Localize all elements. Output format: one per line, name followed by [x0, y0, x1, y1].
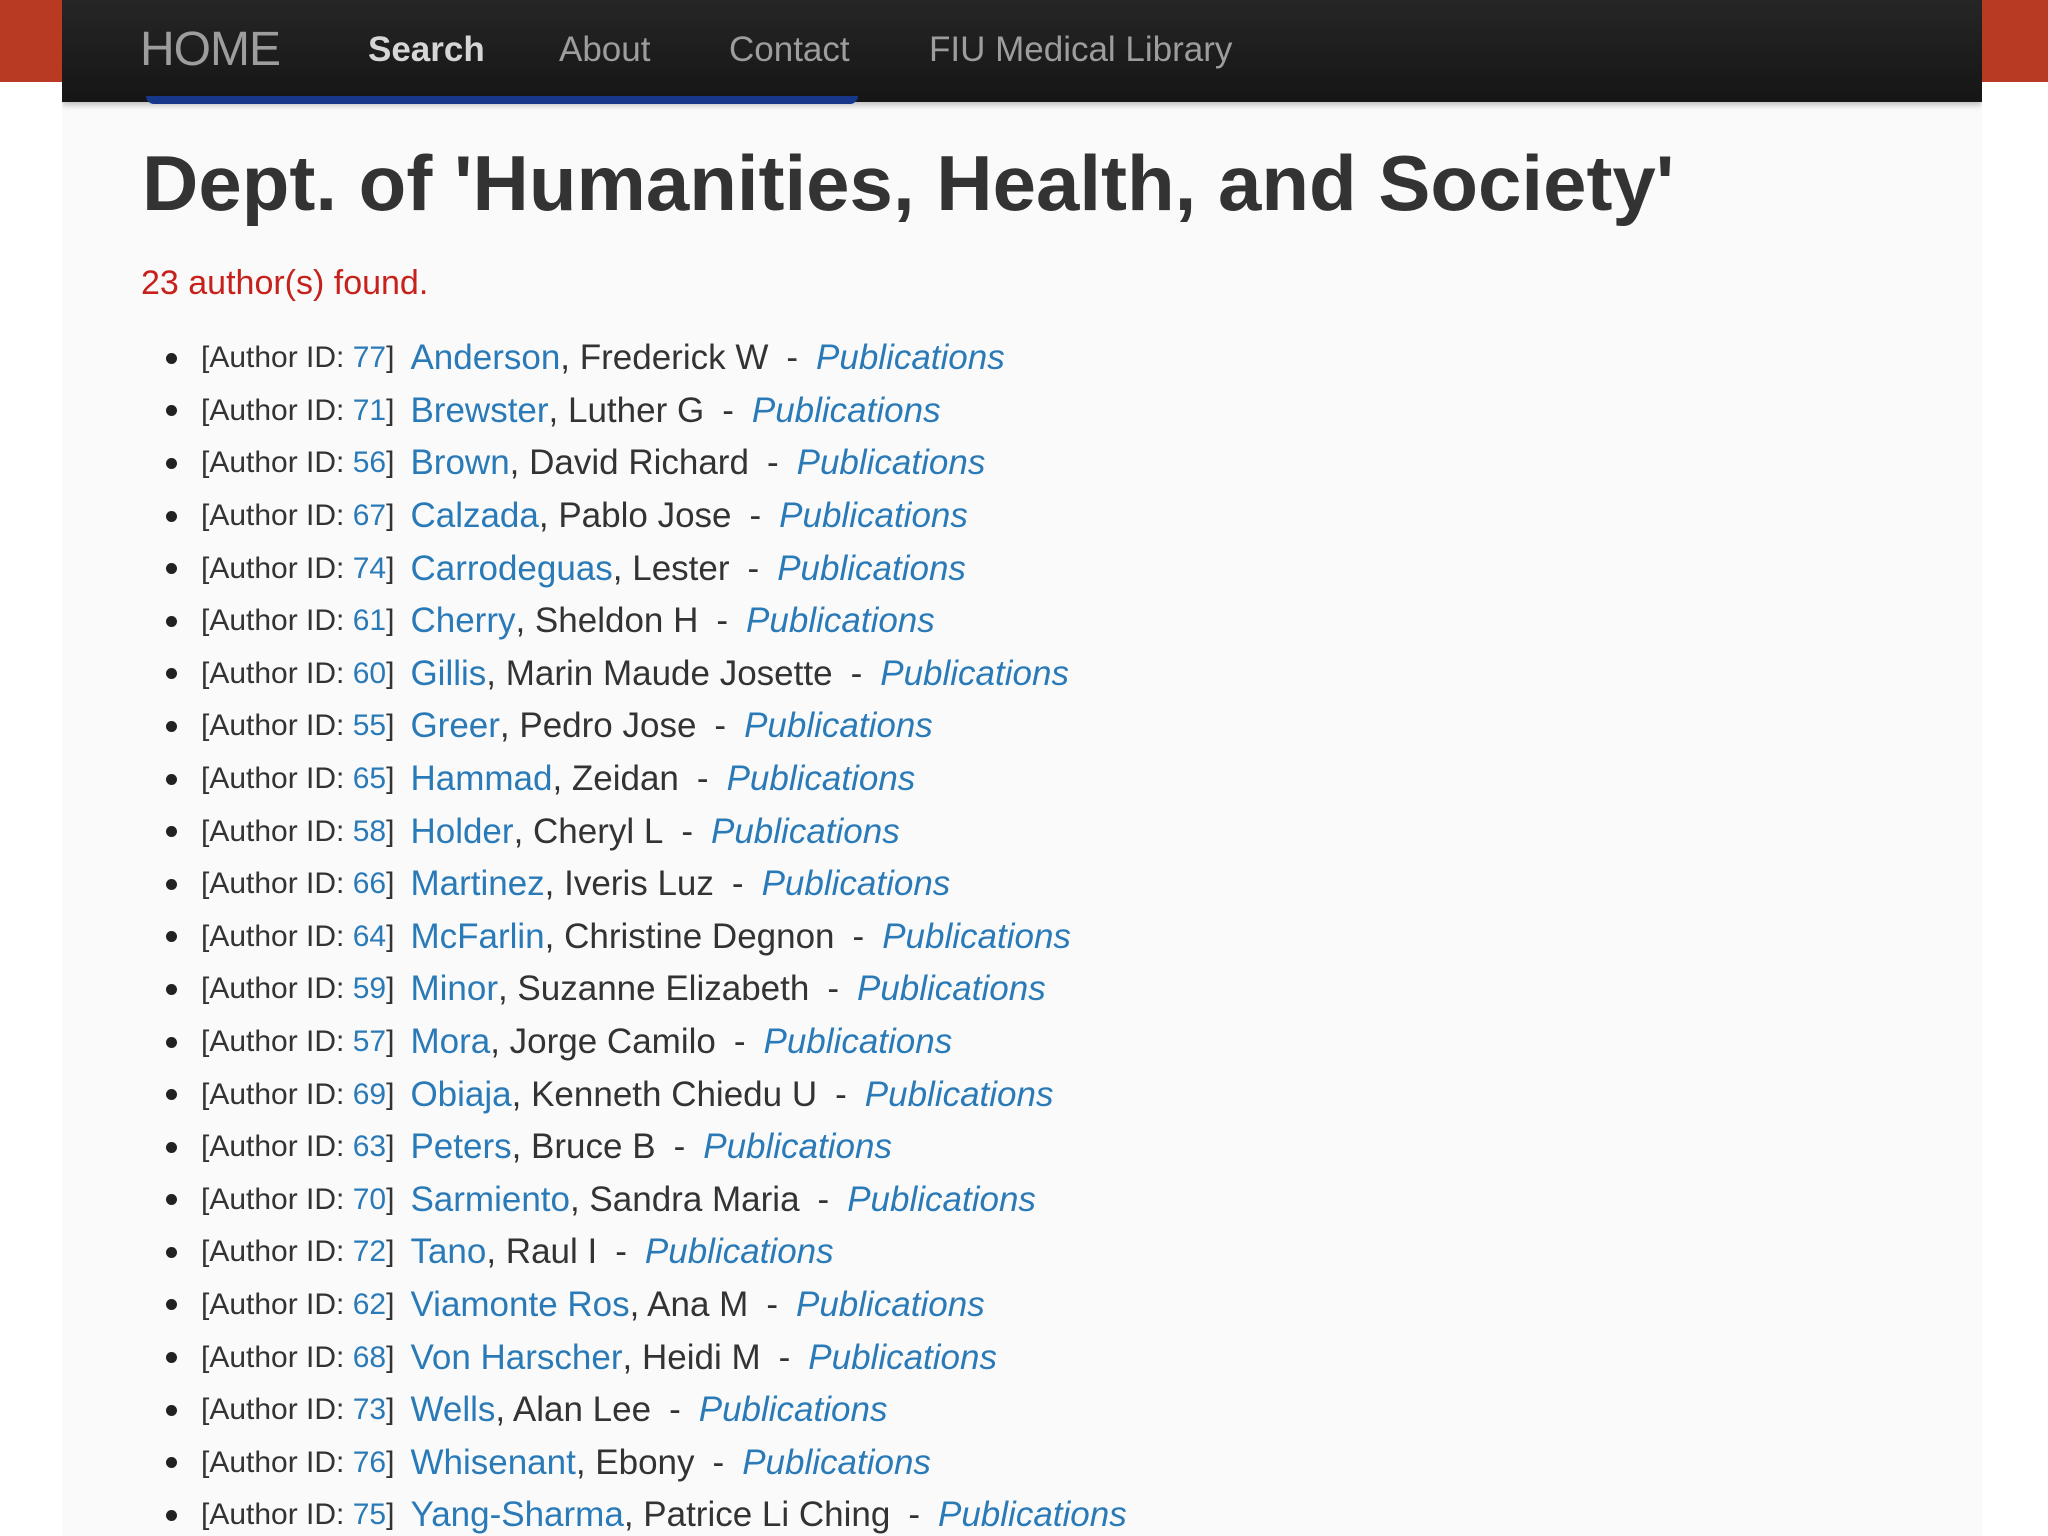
author-id-suffix: ] [386, 341, 395, 375]
author-list-item [166, 542, 1127, 595]
publications-link[interactable]: Publications [711, 811, 900, 851]
publications-link[interactable]: Publications [880, 653, 1069, 693]
author-list-item [166, 805, 1127, 858]
author-id-prefix: [Author ID: [201, 656, 353, 690]
author-id-value: 66 [352, 867, 387, 901]
bullet-icon [166, 931, 177, 942]
bullet-icon [166, 1247, 177, 1258]
separator: - [908, 1495, 920, 1535]
separator: - [786, 338, 799, 378]
author-last-name-link[interactable]: Mora [410, 1022, 491, 1062]
bullet-icon [166, 511, 177, 522]
author-last-name-link[interactable]: Peters [410, 1127, 512, 1167]
home-brand-link[interactable]: HOME [140, 23, 280, 76]
bullet-icon [166, 1037, 177, 1048]
author-first-name: , Jorge Camilo [490, 1022, 716, 1062]
author-id-value: 56 [352, 446, 387, 480]
author-id-prefix: [Author ID: [201, 814, 353, 848]
separator: - [716, 601, 729, 641]
nav-about[interactable]: About [559, 30, 651, 69]
author-id-label [201, 446, 394, 480]
author-first-name: , Cheryl L [513, 811, 664, 851]
separator: - [747, 548, 760, 588]
author-id-label [201, 815, 394, 849]
author-last-name-link[interactable]: Wells [410, 1390, 496, 1430]
author-last-name-link[interactable]: Viamonte Ros [410, 1284, 630, 1324]
nav-fiu-medical-library[interactable]: FIU Medical Library [929, 30, 1233, 69]
author-id-value: 68 [352, 1340, 387, 1374]
publications-link[interactable]: Publications [816, 338, 1005, 378]
author-id-label [201, 1498, 394, 1532]
bullet-icon [166, 668, 177, 679]
author-first-name: , Christine Degnon [544, 916, 835, 956]
author-id-label [201, 1235, 394, 1269]
bullet-icon [166, 879, 177, 890]
author-id-prefix: [Author ID: [201, 1182, 353, 1216]
author-id-value: 57 [352, 1025, 387, 1059]
author-id-suffix: ] [386, 1445, 395, 1479]
author-id-suffix: ] [386, 1393, 395, 1427]
author-id-prefix: [Author ID: [201, 499, 353, 533]
author-first-name: , Kenneth Chiedu U [511, 1074, 818, 1114]
bullet-icon [166, 1142, 177, 1153]
author-id-prefix: [Author ID: [201, 919, 353, 953]
publications-link[interactable]: Publications [644, 1232, 834, 1272]
author-id-prefix: [Author ID: [201, 551, 353, 585]
separator: - [714, 706, 727, 746]
author-id-suffix: ] [386, 1130, 395, 1164]
bullet-icon [166, 1352, 177, 1363]
author-id-suffix: ] [386, 919, 395, 953]
author-id-value: 70 [352, 1182, 387, 1216]
author-last-name-link[interactable]: Yang-Sharma [410, 1495, 624, 1535]
bullet-icon [166, 353, 177, 364]
author-id-suffix: ] [386, 1498, 395, 1532]
author-id-prefix: [Author ID: [201, 762, 353, 796]
author-last-name-link[interactable]: Gillis [410, 653, 487, 693]
author-id-prefix: [Author ID: [201, 1077, 353, 1111]
author-first-name: , Alan Lee [495, 1390, 652, 1430]
author-list-item [166, 1121, 1127, 1174]
bullet-icon [166, 1089, 177, 1100]
author-id-prefix: [Author ID: [201, 972, 353, 1006]
author-list-item [166, 1331, 1127, 1384]
author-id-value: 69 [352, 1077, 387, 1111]
top-navbar [62, 0, 1982, 102]
author-id-suffix: ] [386, 499, 395, 533]
publications-link[interactable]: Publications [856, 969, 1046, 1009]
publications-link[interactable]: Publications [746, 601, 935, 641]
author-id-suffix: ] [386, 393, 395, 427]
author-id-value: 77 [352, 341, 387, 375]
author-list-item [166, 490, 1127, 543]
author-first-name: , Sheldon H [515, 601, 699, 641]
author-id-suffix: ] [386, 1340, 395, 1374]
publications-link[interactable]: Publications [726, 759, 916, 799]
browser-page [62, 0, 1982, 1536]
author-id-value: 71 [352, 393, 387, 427]
separator: - [669, 1390, 681, 1430]
author-id-suffix: ] [386, 814, 395, 848]
author-last-name-link[interactable]: Holder [410, 811, 514, 851]
author-first-name: , Suzanne Elizabeth [497, 969, 810, 1009]
author-first-name: , Pablo Jose [538, 496, 732, 536]
author-id-label [201, 1130, 394, 1164]
bullet-icon [166, 721, 177, 732]
author-id-label [201, 762, 394, 796]
author-first-name: , Zeidan [552, 759, 679, 799]
author-id-value: 55 [352, 709, 387, 743]
author-first-name: , Ana M [629, 1284, 749, 1324]
author-id-label [201, 1078, 394, 1112]
author-list-item [166, 1174, 1127, 1227]
author-last-name-link[interactable]: Brown [410, 443, 510, 483]
page-title: Dept. of 'Humanities, Health, and Society' [142, 139, 1675, 227]
author-last-name-link[interactable]: Whisenant [410, 1442, 576, 1482]
author-list [166, 332, 1127, 1536]
author-id-label [201, 1446, 394, 1480]
publications-link[interactable]: Publications [779, 496, 968, 536]
separator: - [749, 496, 762, 536]
author-last-name-link[interactable]: Von Harscher [410, 1337, 623, 1377]
author-list-item [166, 753, 1127, 806]
author-id-prefix: [Author ID: [201, 867, 353, 901]
author-list-item [166, 385, 1127, 438]
author-id-label [201, 552, 394, 586]
author-id-prefix: [Author ID: [201, 341, 353, 375]
separator: - [733, 1022, 746, 1062]
author-id-suffix: ] [386, 972, 395, 1006]
author-last-name-link[interactable]: Sarmiento [410, 1179, 570, 1219]
author-id-label [201, 1393, 394, 1427]
author-id-value: 73 [352, 1393, 387, 1427]
author-id-suffix: ] [386, 1287, 395, 1321]
separator: - [827, 969, 839, 1009]
author-id-suffix: ] [386, 1077, 395, 1111]
author-id-value: 60 [352, 656, 387, 690]
bullet-icon [166, 616, 177, 627]
separator: - [766, 443, 779, 483]
publications-link[interactable]: Publications [796, 443, 986, 483]
publications-link[interactable]: Publications [761, 864, 951, 904]
author-list-item [166, 648, 1127, 701]
author-first-name: , Pedro Jose [499, 706, 697, 746]
author-id-suffix: ] [386, 762, 395, 796]
author-id-label [201, 1025, 394, 1059]
separator: - [712, 1442, 725, 1482]
author-id-value: 61 [352, 604, 387, 638]
author-first-name: , Raul I [486, 1232, 598, 1272]
publications-link[interactable]: Publications [864, 1074, 1054, 1114]
bullet-icon [166, 1405, 177, 1416]
author-id-value: 76 [352, 1445, 387, 1479]
author-first-name: , Heidi M [622, 1337, 761, 1377]
bullet-icon [166, 1510, 177, 1521]
separator: - [615, 1232, 627, 1272]
nav-contact[interactable]: Contact [729, 30, 850, 69]
author-last-name-link[interactable]: Greer [410, 706, 500, 746]
author-last-name-link[interactable]: Minor [410, 969, 498, 1009]
author-id-prefix: [Author ID: [201, 1340, 353, 1374]
author-id-suffix: ] [386, 604, 395, 638]
author-list-item [166, 332, 1127, 385]
separator: - [673, 1127, 686, 1167]
author-id-value: 59 [352, 972, 387, 1006]
bullet-icon [166, 405, 177, 416]
bullet-icon [166, 1299, 177, 1310]
author-list-item [166, 700, 1127, 753]
author-id-label [201, 709, 394, 743]
author-id-label [201, 867, 394, 901]
author-list-item [166, 1279, 1127, 1332]
slide-accent-left [0, 0, 64, 82]
author-id-suffix: ] [386, 551, 395, 585]
author-id-prefix: [Author ID: [201, 604, 353, 638]
author-list-item [166, 437, 1127, 490]
author-id-prefix: [Author ID: [201, 446, 353, 480]
author-id-label [201, 394, 394, 428]
author-id-suffix: ] [386, 1025, 395, 1059]
author-first-name: , Sandra Maria [569, 1179, 800, 1219]
author-last-name-link[interactable]: Hammad [410, 759, 553, 799]
author-id-suffix: ] [386, 656, 395, 690]
result-count: 23 author(s) found. [141, 264, 429, 302]
author-first-name: , Ebony [575, 1442, 695, 1482]
bullet-icon [166, 774, 177, 785]
author-id-value: 58 [352, 814, 387, 848]
publications-link[interactable]: Publications [882, 916, 1071, 956]
author-id-prefix: [Author ID: [201, 1498, 353, 1532]
separator: - [778, 1337, 791, 1377]
author-list-item [166, 595, 1127, 648]
author-first-name: , Luther G [548, 390, 705, 430]
bullet-icon [166, 458, 177, 469]
author-last-name-link[interactable]: Martinez [410, 864, 545, 904]
author-first-name: , Iveris Luz [544, 864, 714, 904]
author-last-name-link[interactable]: Anderson [410, 338, 561, 378]
slide-accent-right [1980, 0, 2048, 82]
author-id-suffix: ] [386, 867, 395, 901]
publications-link[interactable]: Publications [938, 1495, 1127, 1535]
publications-link[interactable]: Publications [795, 1284, 985, 1324]
author-id-suffix: ] [386, 1235, 395, 1269]
author-id-value: 65 [352, 762, 387, 796]
author-id-prefix: [Author ID: [201, 393, 353, 427]
author-id-label [201, 1341, 394, 1375]
author-id-label [201, 972, 394, 1006]
author-first-name: , Frederick W [560, 338, 769, 378]
author-id-label [201, 499, 394, 533]
publications-link[interactable]: Publications [703, 1127, 892, 1167]
author-id-value: 67 [352, 499, 387, 533]
author-id-value: 72 [352, 1235, 387, 1269]
author-last-name-link[interactable]: Cherry [410, 601, 516, 641]
author-list-item [166, 963, 1127, 1016]
publications-link[interactable]: Publications [698, 1390, 888, 1430]
separator: - [850, 653, 863, 693]
author-id-label [201, 1183, 394, 1217]
bullet-icon [166, 1457, 177, 1468]
author-last-name-link[interactable]: Calzada [410, 496, 539, 536]
nav-active-underline [146, 96, 858, 104]
publications-link[interactable]: Publications [808, 1337, 997, 1377]
author-list-item [166, 1384, 1127, 1437]
author-id-suffix: ] [386, 446, 395, 480]
author-list-item [166, 1068, 1127, 1121]
author-id-prefix: [Author ID: [201, 1130, 353, 1164]
author-id-label [201, 341, 394, 375]
publications-link[interactable]: Publications [847, 1179, 1036, 1219]
author-list-item [166, 1489, 1127, 1536]
author-list-item [166, 858, 1127, 911]
author-id-prefix: [Author ID: [201, 1235, 353, 1269]
author-id-suffix: ] [386, 1182, 395, 1216]
author-first-name: , David Richard [509, 443, 749, 483]
separator: - [681, 811, 693, 851]
publications-link[interactable]: Publications [763, 1022, 953, 1062]
bullet-icon [166, 984, 177, 995]
author-id-value: 74 [352, 551, 387, 585]
author-list-item [166, 1436, 1127, 1489]
author-first-name: , Lester [612, 548, 730, 588]
author-list-item [166, 1016, 1127, 1069]
author-list-item [166, 911, 1127, 964]
separator: - [852, 916, 865, 956]
separator: - [766, 1284, 778, 1324]
author-id-label [201, 657, 394, 691]
separator: - [731, 864, 744, 904]
nav-search[interactable]: Search [368, 30, 485, 69]
author-last-name-link[interactable]: Brewster [410, 390, 549, 430]
author-last-name-link[interactable]: Carrodeguas [410, 548, 613, 588]
author-id-prefix: [Author ID: [201, 1025, 353, 1059]
author-id-prefix: [Author ID: [201, 1287, 353, 1321]
publications-link[interactable]: Publications [751, 390, 941, 430]
separator: - [722, 390, 734, 430]
author-id-label [201, 1288, 394, 1322]
author-id-value: 64 [352, 919, 387, 953]
bullet-icon [166, 563, 177, 574]
author-last-name-link[interactable]: McFarlin [410, 916, 545, 956]
author-last-name-link[interactable]: Obiaja [410, 1074, 512, 1114]
publications-link[interactable]: Publications [744, 706, 933, 746]
separator: - [835, 1074, 847, 1114]
author-id-label [201, 604, 394, 638]
author-id-label [201, 920, 394, 954]
bullet-icon [166, 1194, 177, 1205]
author-list-item [166, 1226, 1127, 1279]
author-first-name: , Patrice Li Ching [623, 1495, 891, 1535]
author-id-prefix: [Author ID: [201, 1445, 353, 1479]
author-id-value: 75 [352, 1498, 387, 1532]
author-last-name-link[interactable]: Tano [410, 1232, 487, 1272]
publications-link[interactable]: Publications [777, 548, 966, 588]
bullet-icon [166, 826, 177, 837]
publications-link[interactable]: Publications [742, 1442, 931, 1482]
author-first-name: , Bruce B [511, 1127, 656, 1167]
author-id-value: 62 [352, 1287, 387, 1321]
author-id-value: 63 [352, 1130, 387, 1164]
separator: - [696, 759, 709, 799]
author-id-suffix: ] [386, 709, 395, 743]
author-first-name: , Marin Maude Josette [486, 653, 833, 693]
author-id-prefix: [Author ID: [201, 1393, 353, 1427]
author-id-prefix: [Author ID: [201, 709, 353, 743]
separator: - [817, 1179, 830, 1219]
